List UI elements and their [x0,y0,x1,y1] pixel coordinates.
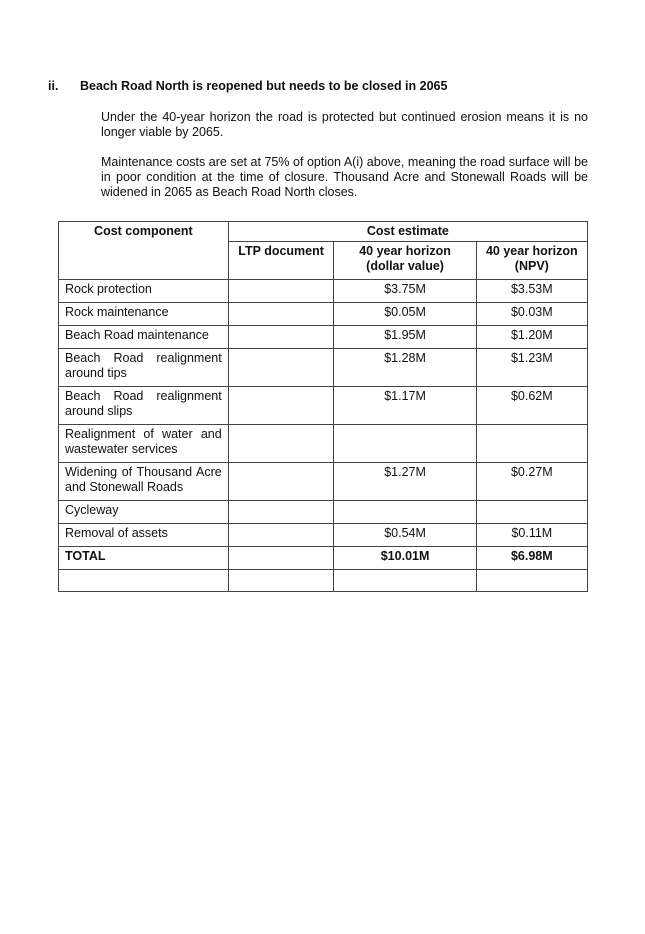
table-row [59,326,588,349]
header-ltp-document: LTP document [228,242,334,280]
row-dollar: $1.28M [334,349,476,387]
row-dollar: $0.05M [334,303,476,326]
row-dollar [334,425,476,463]
row-label: Beach Road realignment around slips [59,387,229,425]
paragraph-maintenance: Maintenance costs are set at 75% of option A(i) above, meaning the road surface will be in poor condition at the time of closure. Thousand Acre and Stonewall Roads will be widened in 2065 as Beach Road North closes. [101,155,588,199]
total-dollar: $10.01M [334,547,476,570]
row-npv [476,425,587,463]
table-row [59,387,588,425]
header-dollar-value: 40 year horizon (dollar value) [334,242,476,280]
row-label: Realignment of water and wastewater services [59,425,229,463]
row-dollar: $1.27M [334,463,476,501]
header-cost-estimate: Cost estimate [228,222,587,242]
row-dollar: $3.75M [334,280,476,303]
row-npv: $0.27M [476,463,587,501]
blank-cell [228,570,334,592]
row-npv [476,501,587,524]
row-ltp [228,387,334,425]
row-dollar: $1.95M [334,326,476,349]
table-row [59,280,588,303]
row-label: Beach Road maintenance [59,326,229,349]
row-ltp [228,501,334,524]
row-ltp [228,326,334,349]
row-ltp [228,349,334,387]
blank-row [59,570,588,592]
header-npv: 40 year horizon (NPV) [476,242,587,280]
total-npv: $6.98M [476,547,587,570]
table-row [59,463,588,501]
cost-table [58,221,588,592]
table-row [59,303,588,326]
row-label: Rock protection [59,280,229,303]
blank-cell [334,570,476,592]
table-row [59,501,588,524]
table-header-row [59,222,588,242]
paragraph-horizon: Under the 40-year horizon the road is protected but continued erosion means it is no longer viable by 2065. [101,110,588,139]
row-npv: $1.20M [476,326,587,349]
row-npv: $3.53M [476,280,587,303]
row-dollar [334,501,476,524]
row-label: Rock maintenance [59,303,229,326]
section-heading [48,79,447,93]
total-label: TOTAL [59,547,229,570]
section-title: Beach Road North is reopened but needs to be closed in 2065 [80,79,448,93]
total-row [59,547,588,570]
row-label: Widening of Thousand Acre and Stonewall Roads [59,463,229,501]
total-ltp [228,547,334,570]
table-row [59,524,588,547]
row-npv: $1.23M [476,349,587,387]
table-row [59,349,588,387]
row-label: Removal of assets [59,524,229,547]
row-ltp [228,524,334,547]
row-ltp [228,425,334,463]
row-npv: $0.11M [476,524,587,547]
row-ltp [228,280,334,303]
section-number: ii. [48,79,59,93]
blank-cell [59,570,229,592]
row-label: Cycleway [59,501,229,524]
row-label: Beach Road realignment around tips [59,349,229,387]
blank-cell [476,570,587,592]
row-npv: $0.03M [476,303,587,326]
row-ltp [228,303,334,326]
row-ltp [228,463,334,501]
table-row [59,425,588,463]
header-cost-component: Cost component [59,222,229,280]
row-dollar: $0.54M [334,524,476,547]
row-dollar: $1.17M [334,387,476,425]
row-npv: $0.62M [476,387,587,425]
